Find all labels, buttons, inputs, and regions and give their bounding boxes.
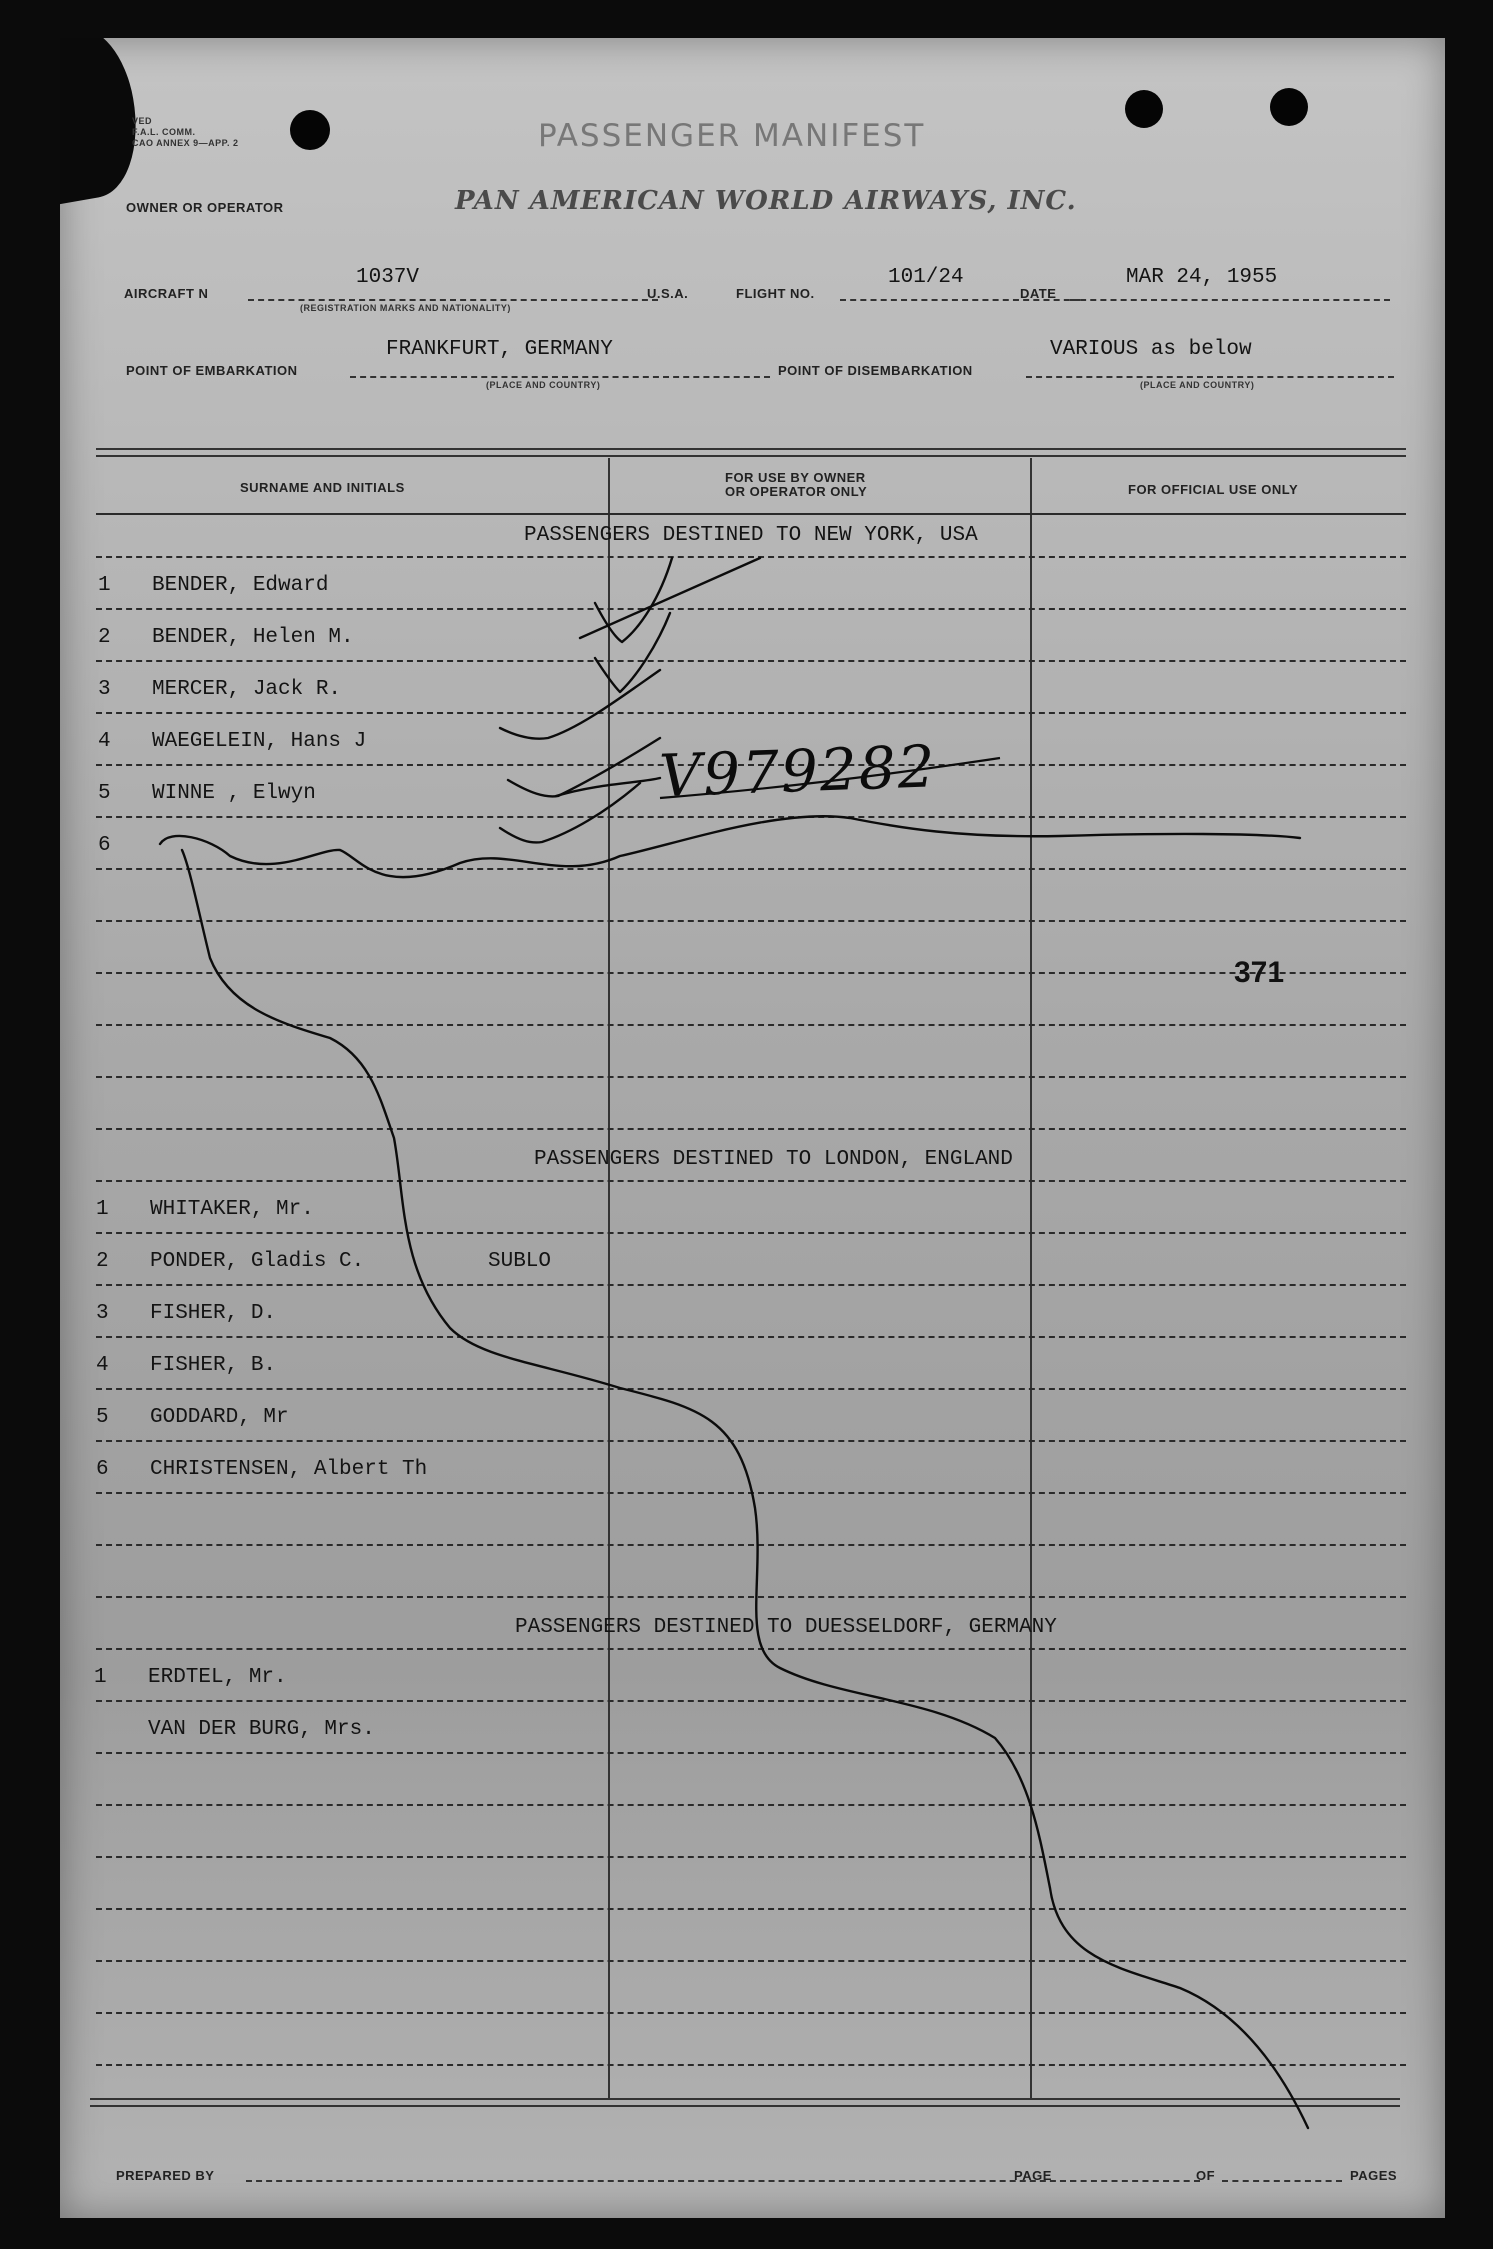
passenger-name: WAEGELEIN, Hans J — [152, 730, 367, 753]
passenger-name: PONDER, Gladis C. — [150, 1250, 365, 1273]
passenger-name: FISHER, D. — [150, 1302, 277, 1325]
column-header-official-use: FOR OFFICIAL USE ONLY — [1128, 482, 1299, 497]
row-rule — [96, 1960, 1406, 1962]
passenger-name: FISHER, B. — [150, 1354, 277, 1377]
row-rule — [96, 2064, 1406, 2066]
flight-label: FLIGHT NO. — [736, 286, 815, 301]
row-rule — [96, 1752, 1406, 1754]
row-rule — [96, 1544, 1406, 1546]
regulation-stamp-line-3: CAO ANNEX 9—APP. 2 — [132, 138, 239, 148]
row-rule — [96, 816, 1406, 818]
section-heading-new-york: PASSENGERS DESTINED TO NEW YORK, USA — [524, 524, 978, 547]
page-label: PAGE — [1014, 2168, 1052, 2183]
section-heading-duesseldorf: PASSENGERS DESTINED TO DUESSELDORF, GERMANY — [515, 1616, 1057, 1639]
checkmark-row-2 — [595, 613, 670, 692]
row-number: 4 — [96, 1354, 109, 1377]
passenger-name: BENDER, Edward — [152, 574, 329, 597]
row-number: 5 — [98, 782, 111, 805]
aircraft-value: 1037V — [356, 266, 420, 289]
registration-caption: (REGISTRATION MARKS AND NATIONALITY) — [300, 303, 511, 313]
row-rule — [96, 1440, 1406, 1442]
row-rule — [96, 868, 1406, 870]
column-divider-2 — [1030, 458, 1032, 2098]
row-number: 3 — [98, 678, 111, 701]
row-rule — [96, 1076, 1406, 1078]
column-divider-1 — [608, 458, 610, 2098]
checkmark-row-1 — [595, 558, 672, 642]
row-rule — [96, 1492, 1406, 1494]
usa-label: U.S.A. — [647, 286, 689, 301]
form-title: PASSENGER MANIFEST — [538, 118, 926, 154]
pages-label: PAGES — [1350, 2168, 1398, 2183]
row-rule — [96, 1336, 1406, 1338]
owner-operator-label: OWNER OR OPERATOR — [126, 200, 284, 215]
row-number: 1 — [96, 1198, 109, 1221]
passenger-name: ERDTEL, Mr. — [148, 1666, 287, 1689]
disembarkation-value: VARIOUS as below — [1050, 338, 1252, 361]
row-rule — [96, 660, 1406, 662]
passenger-name: MERCER, Jack R. — [152, 678, 342, 701]
prepared-by-label: PREPARED BY — [116, 2168, 215, 2183]
passenger-name: VAN DER BURG, Mrs. — [148, 1718, 375, 1741]
regulation-stamp-line-2: F.A.L. COMM. — [132, 127, 196, 137]
disembarkation-label: POINT OF DISEMBARKATION — [778, 363, 973, 378]
flowing-line — [182, 850, 1308, 2128]
row-number: 1 — [94, 1666, 107, 1689]
official-stamp-number: 371 — [1234, 956, 1285, 989]
passenger-name: CHRISTENSEN, Albert Th — [150, 1458, 428, 1481]
punch-hole-right-1 — [1125, 90, 1163, 128]
row-number: 2 — [98, 626, 111, 649]
row-rule — [96, 608, 1406, 610]
row-rule — [96, 764, 1406, 766]
checkmark-row-5 — [500, 783, 640, 842]
row-rule — [96, 1128, 1406, 1130]
row-rule — [96, 1024, 1406, 1026]
table-bottom-rule — [90, 2098, 1400, 2107]
row-rule — [96, 556, 1406, 558]
table-top-rule — [96, 448, 1406, 457]
embarkation-value: FRANKFURT, GERMANY — [386, 338, 613, 361]
row-rule — [96, 712, 1406, 714]
regulation-stamp-line-1: VED — [132, 116, 153, 126]
passenger-name: GODDARD, Mr — [150, 1406, 289, 1429]
row-number: 1 — [98, 574, 111, 597]
row-rule — [96, 1284, 1406, 1286]
passenger-note: SUBLO — [488, 1250, 552, 1273]
row-number: 5 — [96, 1406, 109, 1429]
row-rule — [96, 1908, 1406, 1910]
section-heading-london: PASSENGERS DESTINED TO LONDON, ENGLAND — [534, 1148, 1013, 1171]
aircraft-label: AIRCRAFT N — [124, 286, 209, 301]
row-number: 6 — [98, 834, 111, 857]
checkmark-row-4 — [508, 738, 660, 796]
row-rule — [96, 1232, 1406, 1234]
handwritten-number: V979282 — [658, 732, 938, 810]
date-label: DATE — [1020, 286, 1057, 301]
flight-value: 101/24 — [888, 266, 964, 289]
row-number: 2 — [96, 1250, 109, 1273]
row-rule — [96, 972, 1406, 974]
row-rule — [96, 1804, 1406, 1806]
manifest-sheet — [60, 38, 1445, 2218]
embarkation-label: POINT OF EMBARKATION — [126, 363, 298, 378]
row-rule — [96, 1856, 1406, 1858]
row-rule — [96, 2012, 1406, 2014]
airline-name: PAN AMERICAN WORLD AIRWAYS, INC. — [455, 186, 1077, 216]
row-rule — [96, 1180, 1406, 1182]
date-value: MAR 24, 1955 — [1126, 266, 1278, 289]
row-rule — [96, 920, 1406, 922]
punch-hole-left — [290, 110, 330, 150]
punch-hole-right-2 — [1270, 88, 1308, 126]
embarkation-caption: (PLACE AND COUNTRY) — [486, 380, 601, 390]
row-rule — [96, 1596, 1406, 1598]
checkmark-row-3 — [500, 670, 660, 739]
row-number: 6 — [96, 1458, 109, 1481]
passenger-name: WINNE , Elwyn — [152, 782, 316, 805]
row-rule — [96, 1700, 1406, 1702]
column-header-owner-use-1: FOR USE BY OWNER — [725, 470, 866, 485]
check-stroke-long — [580, 558, 760, 638]
passenger-name: WHITAKER, Mr. — [150, 1198, 314, 1221]
row-rule — [96, 1388, 1406, 1390]
of-label: OF — [1196, 2168, 1216, 2183]
passenger-name: BENDER, Helen M. — [152, 626, 354, 649]
row-rule — [96, 1648, 1406, 1650]
column-header-owner-use-2: OR OPERATOR ONLY — [725, 484, 868, 499]
column-header-surname: SURNAME AND INITIALS — [240, 480, 405, 495]
row-number: 4 — [98, 730, 111, 753]
row-number: 3 — [96, 1302, 109, 1325]
disembarkation-caption: (PLACE AND COUNTRY) — [1140, 380, 1255, 390]
